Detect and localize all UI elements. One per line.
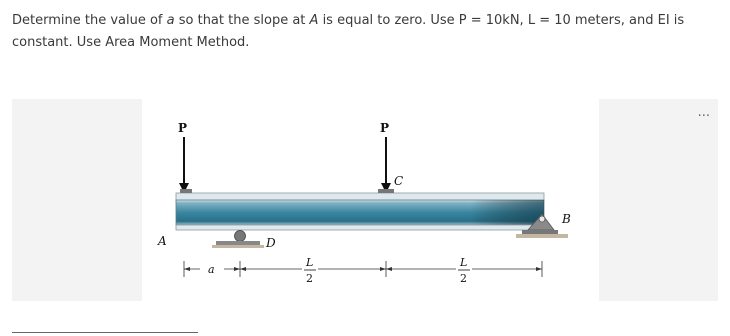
load-label-left: P — [178, 121, 188, 135]
question-part-1: Determine the value of — [12, 13, 167, 28]
roller-support-D — [212, 231, 264, 249]
dimension-line — [184, 261, 542, 277]
variable-A: A — [309, 13, 319, 28]
load-label-mid: P — [380, 121, 390, 135]
load-arrow-left — [179, 137, 192, 193]
ellipsis-icon[interactable]: ... — [697, 105, 710, 120]
figure-canvas — [142, 99, 599, 301]
dim-label-L-num-1: L — [306, 256, 314, 269]
dim-label-L-den-2: 2 — [460, 272, 467, 285]
point-label-D: D — [266, 236, 276, 250]
question-part-3: is equal to zero. Use P = 10kN, L = 10 meters, and EI is constant. Use Area Moment Method. — [12, 13, 685, 50]
answer-divider — [12, 332, 198, 333]
question-text — [12, 10, 712, 54]
load-arrow-mid — [378, 137, 394, 193]
dim-label-a: a — [208, 263, 215, 276]
point-label-B: B — [562, 212, 571, 226]
question-part-2: so that the slope at — [174, 13, 310, 28]
point-label-C: C — [394, 174, 404, 188]
variable-a: a — [166, 13, 175, 28]
point-label-A: A — [158, 234, 167, 248]
dim-label-L-num-2: L — [460, 256, 468, 269]
dim-label-L-den-1: 2 — [306, 272, 313, 285]
figure-panel — [12, 99, 718, 301]
beam — [176, 193, 544, 230]
beam-diagram — [142, 99, 599, 301]
